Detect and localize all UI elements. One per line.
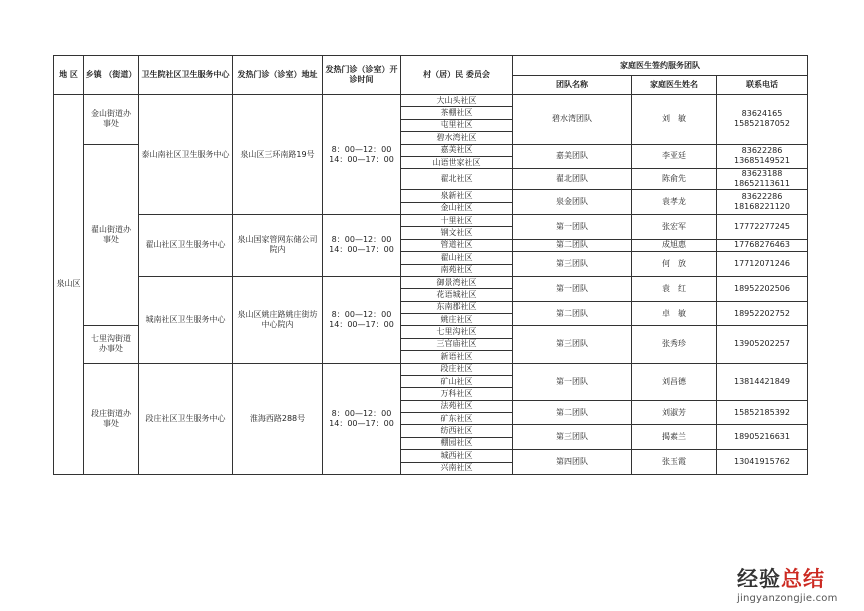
community-cell: 翟北社区 <box>401 169 513 190</box>
town-cell: 金山街道办 事处 <box>84 95 139 145</box>
community-cell: 碧水湾社区 <box>401 132 513 144</box>
header-team-name: 团队名称 <box>513 76 632 95</box>
center-name-cell: 段庄社区卫生服务中心 <box>139 363 233 474</box>
clinic-time-cell: 8：00—12：00 14：00—17：00 <box>323 215 401 277</box>
header-family-doctor-group: 家庭医生签约服务团队 <box>513 56 808 76</box>
center-name-cell: 泰山南社区卫生服务中心 <box>139 95 233 215</box>
center-name-cell: 翟山社区卫生服务中心 <box>139 215 233 277</box>
community-cell: 大山头社区 <box>401 95 513 107</box>
community-cell: 七里沟社区 <box>401 326 513 338</box>
clinic-address-cell: 泉山区三环南路19号 <box>233 95 323 215</box>
community-cell: 南苑社区 <box>401 264 513 276</box>
phone-cell: 17768276463 <box>717 239 808 251</box>
doctor-name-cell: 张玉霞 <box>632 450 717 475</box>
community-cell: 泉新社区 <box>401 190 513 202</box>
community-cell: 姚庄社区 <box>401 314 513 326</box>
community-cell: 纺西社区 <box>401 425 513 437</box>
team-name-cell: 第四团队 <box>513 450 632 475</box>
doctor-name-cell: 刘淑芳 <box>632 400 717 425</box>
community-cell: 棚园社区 <box>401 437 513 449</box>
community-cell: 法苑社区 <box>401 400 513 412</box>
team-name-cell: 第二团队 <box>513 239 632 251</box>
community-cell: 段庄社区 <box>401 363 513 375</box>
phone-cell: 15852185392 <box>717 400 808 425</box>
doctor-name-cell: 袁 红 <box>632 276 717 301</box>
community-cell: 御景湾社区 <box>401 276 513 288</box>
team-name-cell: 第二团队 <box>513 400 632 425</box>
community-cell: 翟山社区 <box>401 252 513 264</box>
service-table <box>53 55 808 475</box>
team-name-cell: 碧水湾团队 <box>513 95 632 145</box>
clinic-address-cell: 淮海西路288号 <box>233 363 323 474</box>
doctor-name-cell: 成旭惠 <box>632 239 717 251</box>
phone-cell: 83624165 15852187052 <box>717 95 808 145</box>
community-cell: 东南郡社区 <box>401 301 513 313</box>
phone-cell: 13814421849 <box>717 363 808 400</box>
clinic-time-cell: 8：00—12：00 14：00—17：00 <box>323 95 401 215</box>
clinic-address-cell: 泉山国家管网东储公司 院内 <box>233 215 323 277</box>
header-district: 地 区 <box>54 56 84 95</box>
community-cell: 金山社区 <box>401 202 513 214</box>
phone-cell: 18905216631 <box>717 425 808 450</box>
community-cell: 城西社区 <box>401 450 513 462</box>
team-name-cell: 第一团队 <box>513 215 632 240</box>
phone-cell: 13905202257 <box>717 326 808 363</box>
community-cell: 矿山社区 <box>401 375 513 387</box>
phone-cell: 17772277245 <box>717 215 808 240</box>
team-name-cell: 第一团队 <box>513 276 632 301</box>
phone-cell: 17712071246 <box>717 252 808 277</box>
header-doctor-name: 家庭医生姓名 <box>632 76 717 95</box>
phone-cell: 13041915762 <box>717 450 808 475</box>
doctor-name-cell: 何 放 <box>632 252 717 277</box>
phone-cell: 83623188 18652113611 <box>717 169 808 190</box>
header-town: 乡镇 （街道） <box>84 56 139 95</box>
header-clinic-address: 发热门诊（诊室）地址 <box>233 56 323 95</box>
team-name-cell: 泉金团队 <box>513 190 632 215</box>
phone-cell: 83622286 13685149521 <box>717 144 808 169</box>
header-clinic-time: 发热门诊（诊室）开诊时间 <box>323 56 401 95</box>
phone-cell: 18952202752 <box>717 301 808 326</box>
doctor-name-cell: 卓 敏 <box>632 301 717 326</box>
community-cell: 矿东社区 <box>401 413 513 425</box>
district-cell: 泉山区 <box>54 95 84 475</box>
center-name-cell: 城南社区卫生服务中心 <box>139 276 233 363</box>
header-committee: 村（居）民 委员会 <box>401 56 513 95</box>
team-name-cell: 第三团队 <box>513 326 632 363</box>
doctor-name-cell: 刘 敏 <box>632 95 717 145</box>
header-center: 卫生院社区卫生服务中心 <box>139 56 233 95</box>
doctor-name-cell: 陈俞先 <box>632 169 717 190</box>
team-name-cell: 第一团队 <box>513 363 632 400</box>
watermark-url: jingyanzongjie.com <box>737 593 838 604</box>
phone-cell: 83622286 18168221120 <box>717 190 808 215</box>
community-cell: 茶棚社区 <box>401 107 513 119</box>
team-name-cell: 第三团队 <box>513 425 632 450</box>
community-cell: 管道社区 <box>401 239 513 251</box>
team-name-cell: 第二团队 <box>513 301 632 326</box>
community-cell: 十里社区 <box>401 215 513 227</box>
clinic-address-cell: 泉山区姚庄路姚庄街坊 中心院内 <box>233 276 323 363</box>
header-phone: 联系电话 <box>717 76 808 95</box>
team-name-cell: 嘉美团队 <box>513 144 632 169</box>
community-cell: 万科社区 <box>401 388 513 400</box>
doctor-name-cell: 张秀珍 <box>632 326 717 363</box>
doctor-name-cell: 袁孝龙 <box>632 190 717 215</box>
clinic-time-cell: 8：00—12：00 14：00—17：00 <box>323 276 401 363</box>
community-cell: 嘉美社区 <box>401 144 513 156</box>
community-cell: 花语城社区 <box>401 289 513 301</box>
phone-cell: 18952202506 <box>717 276 808 301</box>
community-cell: 钢文社区 <box>401 227 513 239</box>
town-cell: 七里沟街道 办事处 <box>84 326 139 363</box>
team-name-cell: 第三团队 <box>513 252 632 277</box>
doctor-name-cell: 李亚廷 <box>632 144 717 169</box>
doctor-name-cell: 刘昌德 <box>632 363 717 400</box>
watermark <box>737 563 838 604</box>
town-cell: 段庄街道办 事处 <box>84 363 139 474</box>
town-cell: 翟山街道办 事处 <box>84 144 139 326</box>
community-cell: 屯里社区 <box>401 119 513 131</box>
doctor-name-cell: 揭素兰 <box>632 425 717 450</box>
doctor-name-cell: 张宏军 <box>632 215 717 240</box>
community-cell: 兴南社区 <box>401 462 513 474</box>
community-cell: 山语世家社区 <box>401 156 513 168</box>
clinic-time-cell: 8：00—12：00 14：00—17：00 <box>323 363 401 474</box>
watermark-logo: 经验总结 <box>737 567 825 591</box>
community-cell: 新语社区 <box>401 351 513 363</box>
community-cell: 三官庙社区 <box>401 338 513 350</box>
team-name-cell: 翟北团队 <box>513 169 632 190</box>
